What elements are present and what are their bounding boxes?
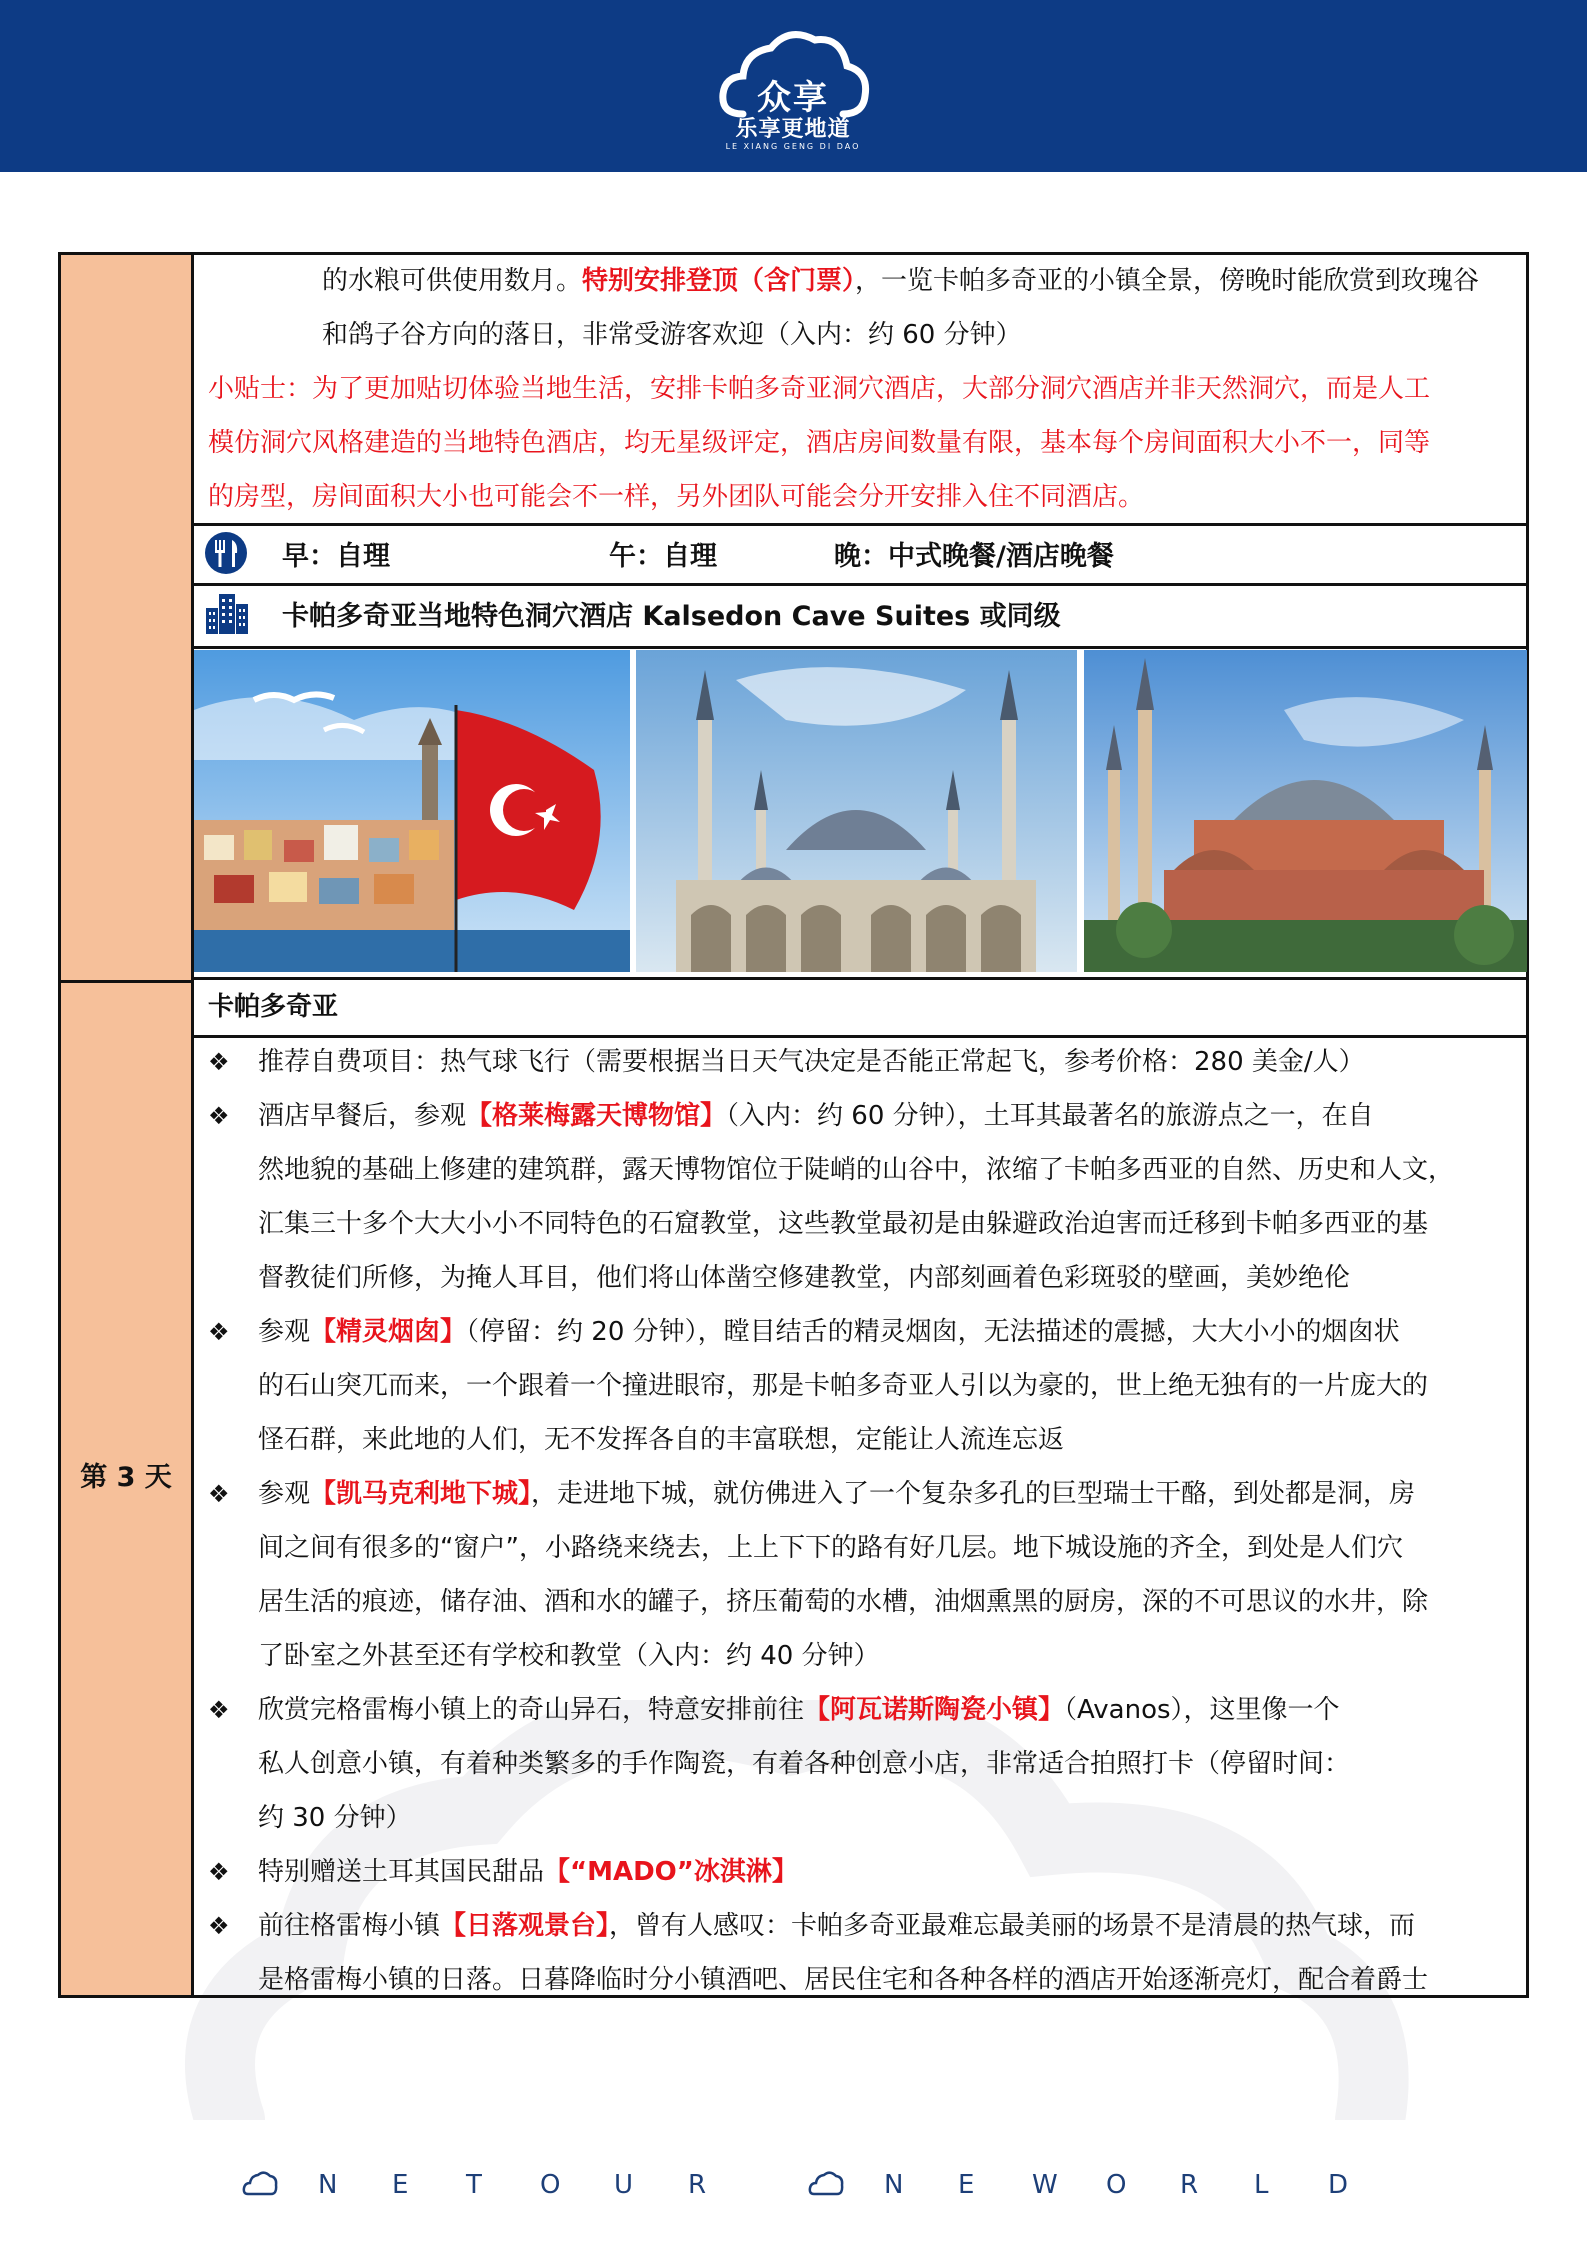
footer-letter: E [958, 2170, 975, 2200]
previous-day-column [61, 255, 194, 980]
bullet-icon: ❖ [208, 1102, 230, 1130]
blue-mosque-photo [636, 650, 1077, 972]
divider [194, 977, 1526, 980]
day3-item-7-line-1: 前往格雷梅小镇【日落观景台】，曾有人感叹：卡帕多奇亚最难忘最美丽的场景不是清晨的热气球，而 [258, 1911, 1416, 1941]
tip-line-2: 模仿洞穴风格建造的当地特色酒店，均无星级评定，酒店房间数量有限，基本每个房间面积大小不一，同等 [208, 428, 1431, 458]
hotel-name: 卡帕多奇亚当地特色洞穴酒店 Kalsedon Cave Suites 或同级 [282, 601, 1061, 632]
bullet-icon: ❖ [208, 1912, 230, 1940]
day3-item-1-line-1: 推荐自费项目：热气球飞行（需要根据当日天气决定是否能正常起飞，参考价格：280 美金/人） [258, 1047, 1365, 1077]
logo-slogan: 乐享更地道 [735, 117, 851, 142]
prev-day-text-line-2: 和鸽子谷方向的落日，非常受游客欢迎（入内：约 60 分钟） [322, 320, 1022, 350]
bullet-icon: ❖ [208, 1480, 230, 1508]
bullet-icon: ❖ [208, 1318, 230, 1346]
istanbul-galata-flag-photo [194, 650, 630, 972]
day3-item-4-line-2: 间之间有很多的“窗户”，小路绕来绕去，上上下下的路有好几层。地下城设施的齐全，到处是人们穴 [258, 1533, 1403, 1563]
hotel-building-icon [204, 590, 250, 636]
footer-letter: N [318, 2170, 338, 2200]
bullet-icon: ❖ [208, 1696, 230, 1724]
tip-line-1: 小贴士：为了更加贴切体验当地生活，安排卡帕多奇亚洞穴酒店，大部分洞穴酒店并非天然洞穴，而是人工 [208, 374, 1431, 404]
photo-strip [194, 650, 1527, 980]
hagia-sophia-photo [1084, 650, 1527, 972]
logo-pinyin: LE XIANG GENG DI DAO [725, 142, 861, 151]
day3-item-7-line-2: 是格雷梅小镇的日落。日暮降临时分小镇酒吧、居民住宅和各种各样的酒店开始逐渐亮灯，配合着爵士 [258, 1965, 1429, 1995]
day3-item-6-line-1: 特别赠送土耳其国民甜品【“MADO”冰淇淋】 [258, 1857, 798, 1887]
hotel-row [194, 586, 1526, 643]
footer-letter: U [614, 2170, 634, 2200]
day3-item-4-line-3: 居生活的痕迹，储存油、酒和水的罐子，挤压葡萄的水槽，油烟熏黑的厨房，深的不可思议的水井，除 [258, 1587, 1429, 1617]
logo-main-text: 众享 [757, 78, 829, 118]
footer-letter: L [1254, 2170, 1269, 2200]
dinner-label: 晚：中式晚餐/酒店晚餐 [834, 541, 1114, 572]
footer-letter: O [540, 2170, 561, 2200]
prev-day-text-line-1: 的水粮可供使用数月。特别安排登顶（含门票），一览卡帕多奇亚的小镇全景，傍晚时能欣赏到玫瑰谷 [322, 266, 1480, 296]
footer-letter: R [688, 2170, 707, 2200]
footer-letter: N [884, 2170, 904, 2200]
day3-title: 卡帕多奇亚 [208, 992, 339, 1022]
bullet-icon: ❖ [208, 1048, 230, 1076]
brand-logo [713, 22, 873, 152]
day3-item-5-line-2: 私人创意小镇，有着种类繁多的手作陶瓷，有着各种创意小店，非常适合拍照打卡（停留时间： [258, 1749, 1351, 1779]
divider [194, 1035, 1526, 1038]
day3-item-5-line-1: 欣赏完格雷梅小镇上的奇山异石，特意安排前往【阿瓦诺斯陶瓷小镇】（Avanos），这里像一个 [258, 1695, 1340, 1725]
itinerary-table [58, 252, 1529, 1998]
day3-item-3-line-3: 怪石群，来此地的人们，无不发挥各自的丰富联想，定能让人流连忘返 [258, 1425, 1065, 1455]
footer-letter: T [466, 2170, 482, 2200]
tip-line-3: 的房型，房间面积大小也可能会不一样，另外团队可能会分开安排入住不同酒店。 [208, 482, 1145, 512]
footer-letter: W [1032, 2170, 1058, 2200]
meals-row [194, 526, 1526, 583]
day3-item-3-line-2: 的石山突兀而来，一个跟着一个撞进眼帘，那是卡帕多奇亚人引以为豪的，世上绝无独有的一片庞大的 [258, 1371, 1429, 1401]
day-3-column [61, 980, 194, 1995]
footer-letter: D [1328, 2170, 1349, 2200]
day3-item-3-line-1: 参观【精灵烟囱】（停留：约 20 分钟），瞠目结舌的精灵烟囱，无法描述的震撼，大大小小的烟囱状 [258, 1317, 1400, 1347]
dining-icon [204, 531, 248, 575]
footer-letter: E [392, 2170, 409, 2200]
footer-slogan-one-tour [268, 2170, 762, 2200]
breakfast-label: 早：自理 [282, 541, 390, 572]
lunch-label: 午：自理 [609, 541, 717, 572]
day3-item-4-line-4: 了卧室之外甚至还有学校和教堂（入内：约 40 分钟） [258, 1641, 880, 1671]
day3-item-4-line-1: 参观【凯马克利地下城】，走进地下城，就仿佛进入了一个复杂多孔的巨型瑞士干酪，到处都是洞，房 [258, 1479, 1416, 1509]
bullet-icon: ❖ [208, 1858, 230, 1886]
day3-item-2-line-4: 督教徒们所修，为掩人耳目，他们将山体凿空修建教堂，内部刻画着色彩斑驳的壁画，美妙绝伦 [258, 1263, 1351, 1293]
page-header [0, 0, 1587, 172]
footer-letter: R [1180, 2170, 1199, 2200]
day-label: 第 3 天 [80, 1462, 172, 1493]
day3-item-5-line-3: 约 30 分钟） [258, 1803, 412, 1833]
divider [194, 646, 1526, 649]
day3-item-2-line-3: 汇集三十多个大大小小不同特色的石窟教堂，这些教堂最初是由躲避政治迫害而迁移到卡帕多西亚的基 [258, 1209, 1429, 1239]
day3-item-2-line-2: 然地貌的基础上修建的建筑群，露天博物馆位于陡峭的山谷中，浓缩了卡帕多西亚的自然、历史和人文， [258, 1155, 1455, 1185]
day3-item-2-line-1: 酒店早餐后，参观【格莱梅露天博物馆】（入内：约 60 分钟），土耳其最著名的旅游点之一，在自 [258, 1101, 1374, 1131]
footer-letter: O [1106, 2170, 1127, 2200]
footer-slogan-one-world [834, 2170, 1402, 2200]
